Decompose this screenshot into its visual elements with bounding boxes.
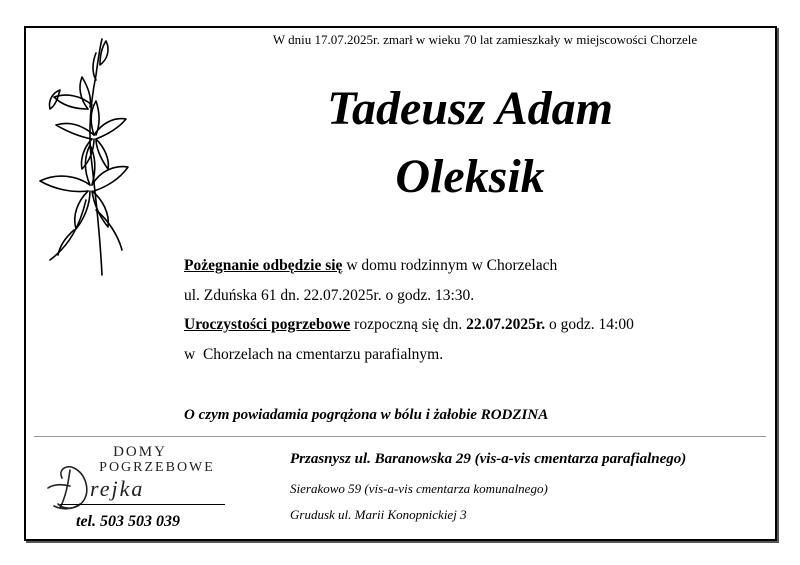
farewell-label: Pożegnanie odbędzie się [184, 257, 343, 274]
funeral-line [184, 316, 634, 334]
funeral-label: Uroczystości pogrzebowe [184, 316, 351, 333]
deceased-surname: Oleksik [395, 150, 545, 203]
logo-line1: DOMY [113, 444, 167, 460]
funeral-place: w Chorzelach na cmentarzu parafialnym. [184, 346, 444, 363]
address-sierakowo: Sierakowo 59 (vis-a-vis cmentarza komunalnego) [290, 481, 548, 496]
logo-rule [60, 504, 225, 505]
closing-text: O czym powiadamia pogrążona w bólu i żałobie RODZINA [184, 407, 549, 423]
farewell-line [184, 257, 557, 275]
divider [34, 436, 766, 437]
farewell-address: ul. Zduńska 61 dn. 22.07.2025r. o godz. 13:30. [184, 287, 475, 304]
address-przasnysz: Przasnysz ul. Baranowska 29 (vis-a-vis cmentarza parafialnego) [290, 451, 687, 467]
lily-flower-icon [30, 35, 130, 280]
address-grudusk: Grudusk ul. Marii Konopnickiej 3 [290, 507, 467, 522]
death-notice-text: W dniu 17.07.2025r. zmarł w wieku 70 lat zamieszkały w miejscowości Chorzele [272, 32, 698, 47]
funeral-text-before: rozpoczną się dn. [350, 316, 467, 333]
farewell-text: w domu rodzinnym w Chorzelach [342, 257, 558, 274]
logo-script: rejka [90, 476, 145, 501]
company-phone: tel. 503 503 039 [76, 513, 180, 530]
deceased-first-names: Tadeusz Adam [327, 82, 613, 135]
logo-line2: POGRZEBOWE [99, 460, 215, 475]
funeral-text-after: o godz. 14:00 [545, 316, 634, 333]
funeral-date: 22.07.2025r. [466, 316, 546, 333]
